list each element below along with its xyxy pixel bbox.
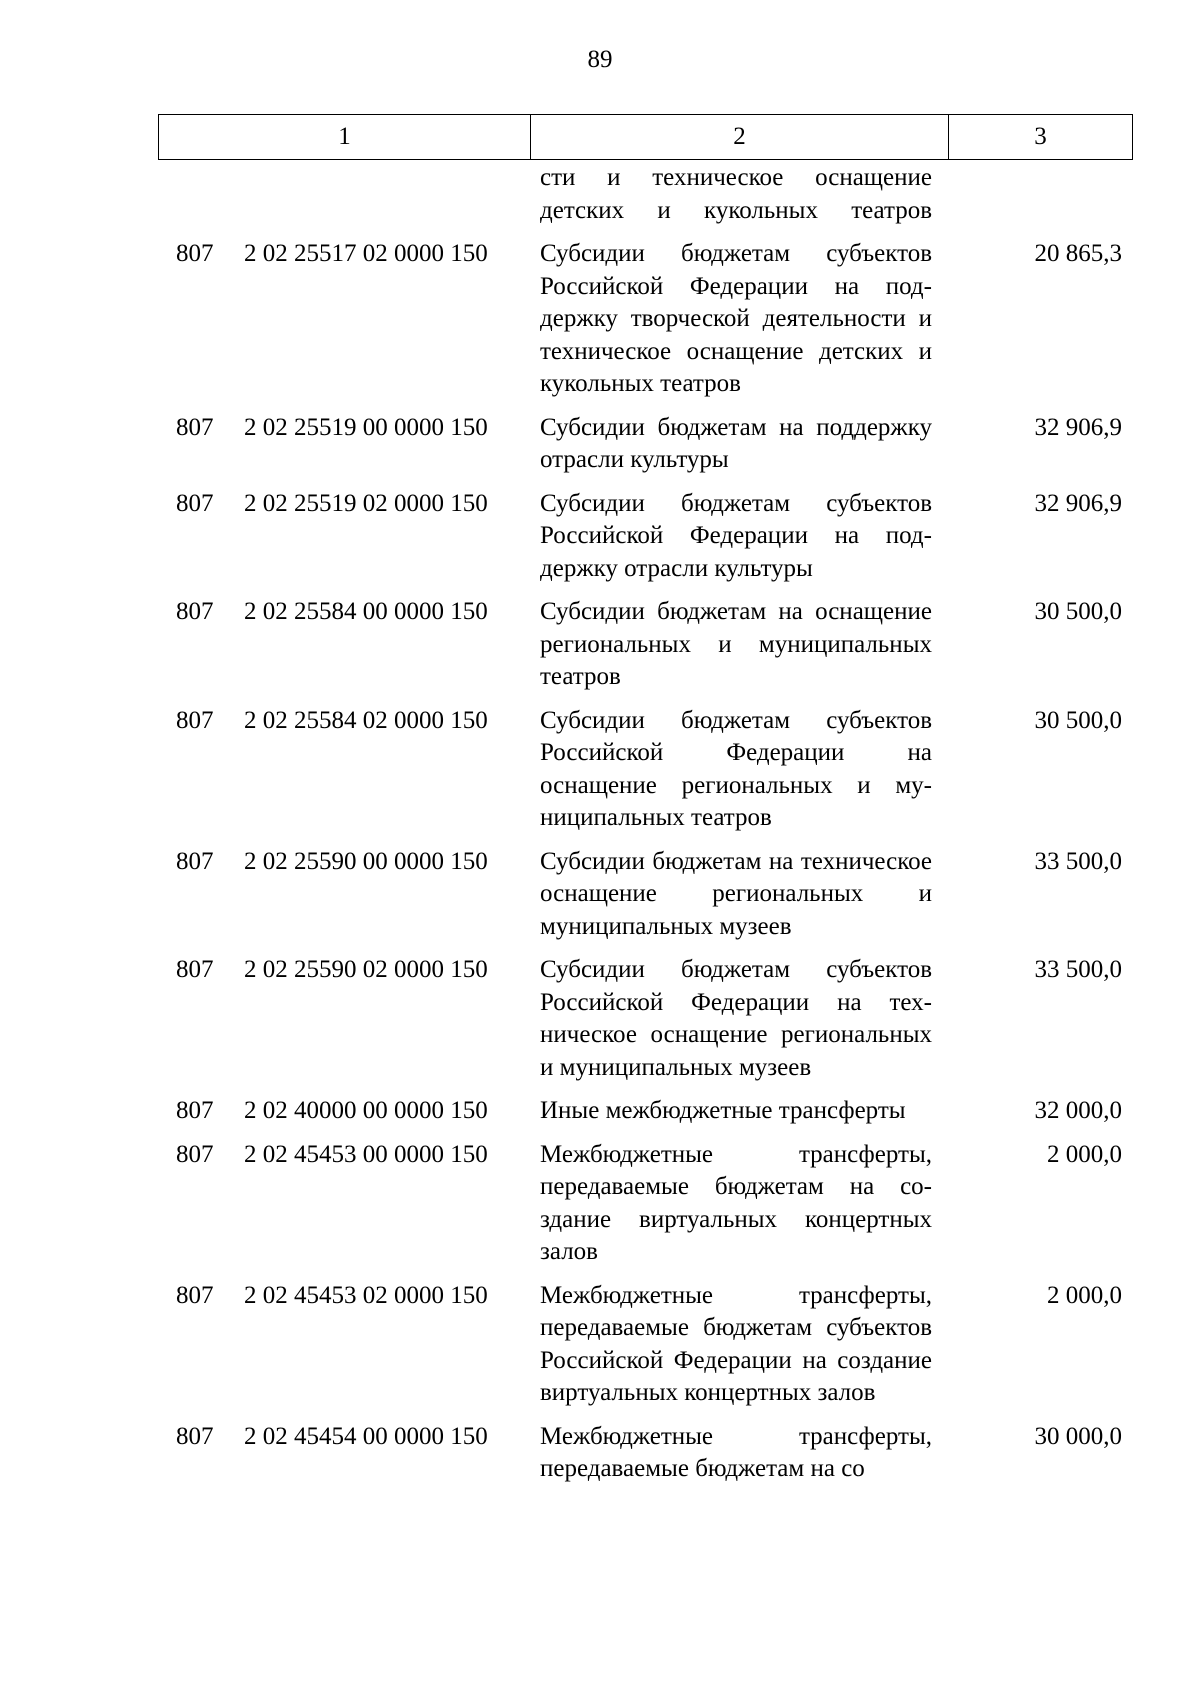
budget-code-cell: 2 02 25584 00 0000 150 — [244, 598, 488, 625]
budget-code-cell: 2 02 45453 00 0000 150 — [244, 1140, 488, 1168]
table-row — [158, 846, 1132, 944]
admin-code-cell: 807 — [176, 489, 214, 517]
page-number: 89 — [587, 46, 613, 73]
amount-cell: 32 906,9 — [1034, 413, 1122, 441]
income-name-cell: Межбюджетные трансферты, передаваемые бюджетам на со — [540, 1422, 932, 1482]
income-name-cell: Субсидии бюджетам на поддержку отрасли культуры — [540, 413, 932, 473]
income-name-cell: Межбюджетные трансферты, передаваемые бюджетам на создание виртуальных концертных залов — [540, 1140, 932, 1265]
amount-cell: 30 500,0 — [1034, 706, 1122, 734]
budget-code-cell: 2 02 25584 02 0000 150 — [244, 706, 488, 734]
admin-code-cell: 807 — [176, 598, 214, 625]
budget-code-cell: 2 02 45454 00 0000 150 — [244, 1422, 488, 1450]
table-row — [158, 954, 1132, 1084]
admin-code-cell: 807 — [176, 847, 214, 875]
column-header-2: 2 — [531, 115, 949, 160]
table-row — [158, 1095, 1132, 1128]
amount-cell: 2 000,0 — [1047, 1281, 1122, 1309]
budget-code-cell: 2 02 25519 02 0000 150 — [244, 489, 488, 517]
table-row — [158, 596, 1132, 694]
income-name-cell: Субсидии бюджетам на оснащение региональных и муниципальных театров — [540, 598, 932, 690]
admin-code-cell: 807 — [176, 1281, 214, 1309]
amount-cell: 30 500,0 — [1034, 598, 1122, 625]
income-name-cell: Иные межбюджетные трансферты — [540, 1097, 906, 1124]
table-row — [158, 238, 1132, 401]
admin-code-cell: 807 — [176, 956, 214, 983]
budget-code-cell: 2 02 25590 00 0000 150 — [244, 847, 488, 875]
amount-cell: 33 500,0 — [1034, 956, 1122, 983]
amount-cell: 33 500,0 — [1034, 847, 1122, 875]
budget-code-cell: 2 02 45453 02 0000 150 — [244, 1281, 488, 1309]
budget-code-cell: 2 02 25590 02 0000 150 — [244, 956, 488, 983]
continuation-line: детских и кукольных театров — [540, 196, 932, 224]
admin-code-cell: 807 — [176, 706, 214, 734]
continuation-line: сти и техническое оснащение — [540, 164, 932, 191]
column-header-1: 1 — [159, 115, 531, 160]
amount-cell: 20 865,3 — [1034, 240, 1122, 267]
admin-code-cell: 807 — [176, 1140, 214, 1168]
continuation-text — [540, 162, 932, 227]
amount-cell: 32 000,0 — [1034, 1097, 1122, 1124]
table-row — [158, 412, 1132, 477]
table-row — [158, 488, 1132, 586]
income-name-cell: Субсидии бюджетам субъектов Российской Федерации на техническое оснащение региональных и муниципальных музеев — [540, 956, 932, 1081]
admin-code-cell: 807 — [176, 240, 214, 267]
amount-cell: 30 000,0 — [1034, 1422, 1122, 1450]
table-row — [158, 1421, 1132, 1486]
table-body — [158, 162, 1132, 1486]
admin-code-cell: 807 — [176, 1097, 214, 1124]
column-header-3: 3 — [949, 115, 1133, 160]
budget-code-cell: 2 02 40000 00 0000 150 — [244, 1097, 488, 1124]
admin-code-cell: 807 — [176, 1422, 214, 1450]
income-name-cell: Межбюджетные трансферты, передаваемые бюджетам субъектов Российской Федерации на создание виртуальных концертных залов — [540, 1281, 932, 1406]
income-name-cell: Субсидии бюджетам субъектов Российской Федерации на поддержку творческой деятельности и техническое оснащение детских и кукольных театров — [540, 240, 932, 397]
admin-code-cell: 807 — [176, 413, 214, 441]
column-header-table — [158, 114, 1133, 160]
income-name-cell: Субсидии бюджетам субъектов Российской Федерации на поддержку отрасли культуры — [540, 489, 932, 582]
budget-code-cell: 2 02 25519 00 0000 150 — [244, 413, 488, 441]
table-row — [158, 705, 1132, 835]
budget-code-cell: 2 02 25517 02 0000 150 — [244, 240, 488, 267]
continuation-row — [158, 162, 1132, 227]
header-row — [159, 115, 1133, 160]
income-name-cell: Субсидии бюджетам субъектов Российской Федерации на оснащение региональных и муниципальных театров — [540, 706, 932, 831]
income-name-cell: Субсидии бюджетам на техническое оснащение региональных и муниципальных музеев — [540, 847, 932, 940]
amount-cell: 2 000,0 — [1047, 1140, 1122, 1168]
table-row — [158, 1139, 1132, 1269]
amount-cell: 32 906,9 — [1034, 489, 1122, 517]
table-row — [158, 1280, 1132, 1410]
